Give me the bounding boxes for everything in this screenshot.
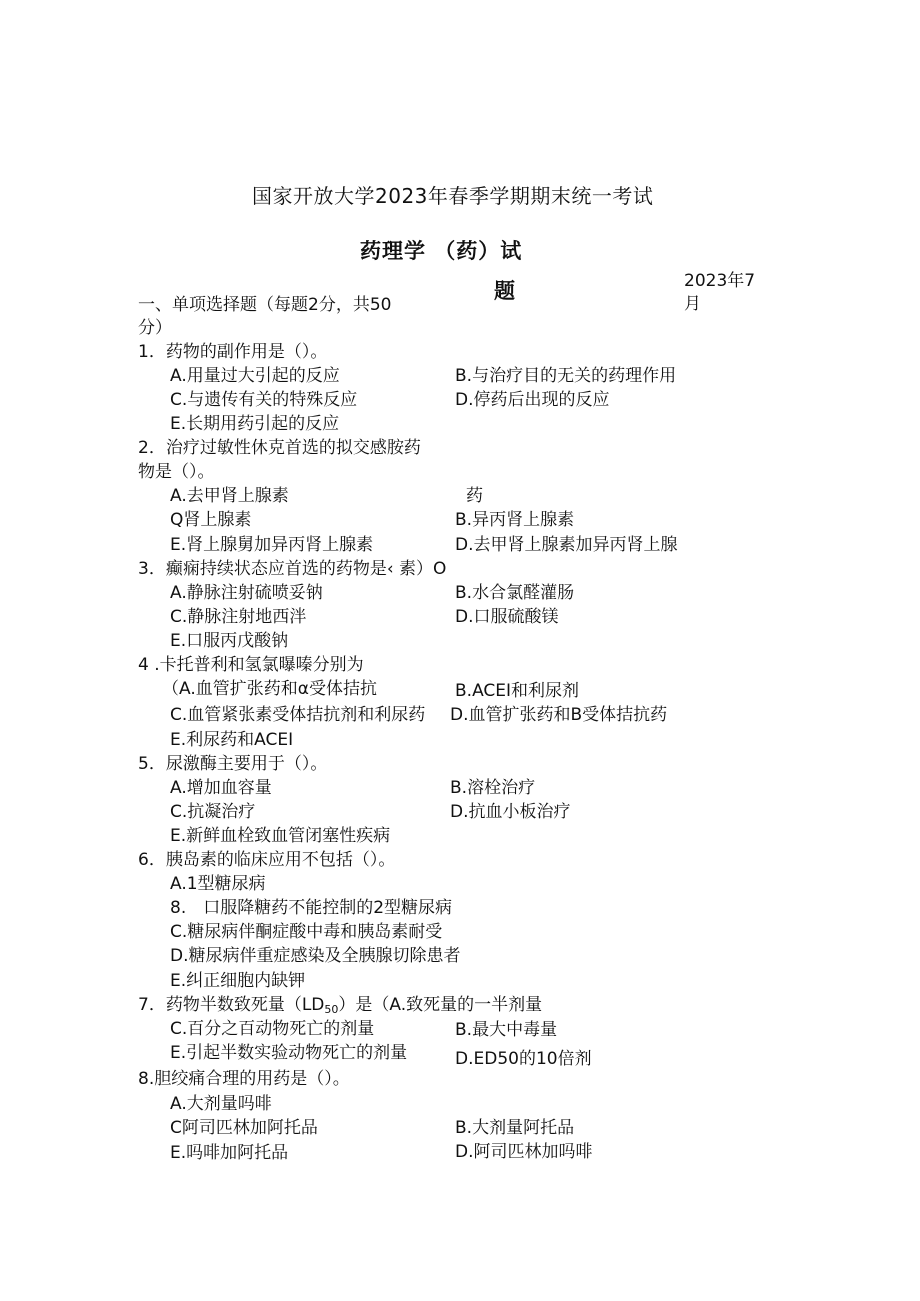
question-3-option-e: E.口服丙戊酸钠 <box>170 631 289 651</box>
question-4-option-b: B.ACEI和利尿剂 <box>455 681 580 701</box>
question-7-stem-part1: 7．药物半数致死量（LD <box>138 995 325 1015</box>
question-8-option-e: E.吗啡加阿托品 <box>170 1143 289 1163</box>
question-2-option-a: A.去甲肾上腺素 <box>170 486 289 506</box>
question-6-option-d: D.糖尿病伴重症感染及全胰腺切除患者 <box>170 946 461 966</box>
question-8-option-a: A.大剂量吗啡 <box>170 1094 272 1114</box>
question-2-option-b: B.异丙肾上腺素 <box>455 510 575 530</box>
question-1-option-c: C.与遗传有关的特殊反应 <box>170 390 358 410</box>
question-1-option-e: E.长期用药引起的反应 <box>170 414 340 434</box>
question-1-option-d: D.停药后出现的反应 <box>455 390 610 410</box>
question-4-stem: 4 .卡托普利和氢氯曝嗪分别为 <box>138 655 364 675</box>
question-4-option-e: E.利尿药和ACEI <box>170 730 294 750</box>
question-3-option-d: D.口服硫酸镁 <box>455 607 559 627</box>
question-7-option-b: B.最大中毒量 <box>455 1020 558 1040</box>
subject-title: 药理学 （药）试 <box>360 239 523 263</box>
question-7-option-c: C.百分之百动物死亡的剂量 <box>170 1019 375 1039</box>
exam-date-cont: 月 <box>684 294 701 314</box>
question-7-option-d: D.ED50的10倍剂 <box>455 1049 592 1069</box>
question-7-stem <box>138 995 542 1020</box>
question-2-option-d: D.去甲肾上腺素加异丙肾上腺 <box>455 535 678 555</box>
question-3-option-c: C.静脉注射地西泮 <box>170 607 307 627</box>
exam-date: 2023年7 <box>684 271 756 291</box>
exam-title: 国家开放大学2023年春季学期期末统一考试 <box>252 184 654 208</box>
section-heading: 一、单项选择题（每题2分，共50 <box>138 295 392 315</box>
question-8-option-b: B.大剂量阿托品 <box>455 1118 575 1138</box>
question-5-option-a: A.增加血容量 <box>170 778 272 798</box>
question-8-option-d: D.阿司匹林加吗啡 <box>455 1142 593 1162</box>
question-7-stem-part2: ）是（A.致死量的一半剂量 <box>338 995 543 1015</box>
question-8-stem: 8.胆绞痛合理的用药是（）。 <box>138 1069 350 1089</box>
question-5-option-c: C.抗凝治疗 <box>170 802 256 822</box>
question-8-option-c: C阿司匹林加阿托品 <box>170 1118 318 1138</box>
question-2-stray-text: 药 <box>466 486 483 506</box>
question-6-option-a: A.1型糖尿病 <box>170 874 266 894</box>
subject-title-cont: 题 <box>494 279 516 303</box>
section-heading-cont: 分） <box>138 318 172 338</box>
question-7-stem-subscript: 50 <box>324 1003 339 1016</box>
question-1-option-b: B.与治疗目的无关的药理作用 <box>455 366 677 386</box>
question-2-option-e: E.肾上腺舅加异丙肾上腺素 <box>170 535 374 555</box>
question-4-option-d: D.血管扩张药和B受体拮抗药 <box>450 705 668 725</box>
question-3-option-a: A.静脉注射硫喷妥钠 <box>170 583 323 603</box>
question-5-option-e: E.新鲜血栓致血管闭塞性疾病 <box>170 826 391 846</box>
question-5-stem: 5．尿激酶主要用于（）。 <box>138 754 328 774</box>
question-6-option-b: 8. 口服降糖药不能控制的2型糖尿病 <box>170 898 453 918</box>
question-5-option-d: D.抗血小板治疗 <box>450 802 571 822</box>
question-7-option-e: E.引起半数实验动物死亡的剂量 <box>170 1043 408 1063</box>
question-3-option-b: B.水合氯醛灌肠 <box>455 583 575 603</box>
question-2-stem-cont: 物是（）。 <box>138 462 215 482</box>
question-2-option-c: Q肾上腺素 <box>170 510 252 530</box>
question-6-stem: 6．胰岛素的临床应用不包括（）。 <box>138 850 396 870</box>
question-4-option-a: （A.血管扩张药和α受体拮抗 <box>162 679 377 699</box>
question-3-stem: 3．癫痫持续状态应首选的药物是‹ 素）O <box>138 559 447 579</box>
question-2-stem: 2．治疗过敏性休克首选的拟交感胺药 <box>138 438 421 458</box>
question-5-option-b: B.溶栓治疗 <box>450 778 536 798</box>
question-1-stem: 1．药物的副作用是（）。 <box>138 342 328 362</box>
question-4-option-c: C.血管紧张素受体拮抗剂和利尿药 <box>170 705 426 725</box>
question-1-option-a: A.用量过大引起的反应 <box>170 366 340 386</box>
question-6-option-e: E.纠正细胞内缺钾 <box>170 971 306 991</box>
question-6-option-c: C.糖尿病伴酮症酸中毒和胰岛素耐受 <box>170 922 443 942</box>
